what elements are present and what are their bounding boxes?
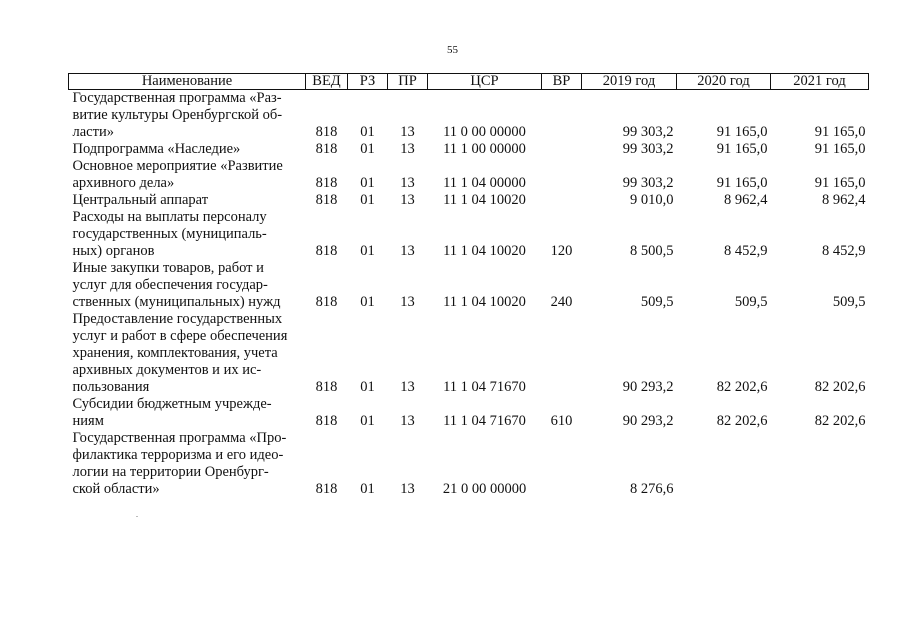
cell-csr: 11 1 04 71670 bbox=[443, 379, 526, 395]
cell-2020: 91 165,0 bbox=[716, 141, 768, 157]
cell-2020: 509,5 bbox=[734, 294, 768, 310]
cell-2019: 90 293,2 bbox=[622, 413, 674, 429]
cell-2020: 91 165,0 bbox=[716, 175, 768, 191]
table-row bbox=[69, 311, 869, 396]
header-vr: ВР bbox=[542, 74, 582, 90]
cell-pr: 13 bbox=[400, 481, 415, 497]
cell-name: Подпрограмма «Наследие» bbox=[72, 141, 241, 157]
cell-pr: 13 bbox=[400, 379, 415, 395]
cell-pr: 13 bbox=[400, 124, 415, 140]
header-pr: ПР bbox=[388, 74, 428, 90]
cell-csr: 11 0 00 00000 bbox=[443, 124, 526, 140]
cell-csr: 11 1 04 10020 bbox=[443, 192, 526, 208]
cell-name: Государственная программа «Раз- витие культуры Оренбургской об- ласти» bbox=[72, 90, 283, 140]
cell-rz: 01 bbox=[360, 192, 375, 208]
cell-2020: 82 202,6 bbox=[716, 379, 768, 395]
cell-name: Предоставление государственных услуг и работ в сфере обеспечения хранения, комплектования, учета архивных документов и их ис- пользования bbox=[72, 311, 288, 395]
cell-name: Государственная программа «Про- филактика терроризма и его идео- логии на территории Оренбург- ской области» bbox=[72, 430, 287, 497]
cell-csr: 11 1 04 10020 bbox=[443, 294, 526, 310]
cell-2019: 99 303,2 bbox=[622, 124, 674, 140]
cell-ved: 818 bbox=[315, 243, 338, 259]
table-row bbox=[69, 209, 869, 260]
cell-pr: 13 bbox=[400, 243, 415, 259]
cell-ved: 818 bbox=[315, 413, 338, 429]
cell-name: Расходы на выплаты персоналу государственных (муниципаль- ных) органов bbox=[72, 209, 267, 259]
cell-vr: 120 bbox=[550, 243, 573, 259]
cell-2021: 509,5 bbox=[832, 294, 866, 310]
table-row bbox=[69, 90, 869, 142]
cell-ved: 818 bbox=[315, 175, 338, 191]
cell-2021: 82 202,6 bbox=[814, 379, 866, 395]
cell-2020: 91 165,0 bbox=[716, 124, 768, 140]
cell-2020: 82 202,6 bbox=[716, 413, 768, 429]
cell-vr bbox=[542, 311, 582, 396]
cell-vr bbox=[542, 90, 582, 142]
cell-rz: 01 bbox=[360, 481, 375, 497]
cell-csr: 21 0 00 00000 bbox=[442, 481, 527, 497]
cell-2019: 509,5 bbox=[640, 294, 674, 310]
cell-pr: 13 bbox=[400, 413, 415, 429]
cell-2020: 8 452,9 bbox=[724, 243, 768, 259]
cell-vr bbox=[542, 192, 582, 209]
header-year-2020: 2020 год bbox=[677, 74, 771, 90]
header-rz: РЗ bbox=[348, 74, 388, 90]
cell-2021: 91 165,0 bbox=[814, 124, 866, 140]
cell-rz: 01 bbox=[360, 141, 375, 157]
cell-csr: 11 1 04 00000 bbox=[443, 175, 526, 191]
cell-vr bbox=[542, 158, 582, 192]
cell-2021: 8 962,4 bbox=[822, 192, 866, 208]
cell-2021: 8 452,9 bbox=[822, 243, 866, 259]
cell-2020: 8 962,4 bbox=[724, 192, 768, 208]
cell-2019: 9 010,0 bbox=[630, 192, 674, 208]
table-row bbox=[69, 260, 869, 311]
cell-2021 bbox=[771, 430, 869, 498]
cell-ved: 818 bbox=[315, 192, 338, 208]
cell-2019: 99 303,2 bbox=[622, 175, 674, 191]
cell-csr: 11 1 00 00000 bbox=[443, 141, 526, 157]
cell-2019: 8 276,6 bbox=[630, 481, 674, 497]
cell-2021: 91 165,0 bbox=[814, 141, 866, 157]
cell-2019: 8 500,5 bbox=[630, 243, 674, 259]
cell-vr: 240 bbox=[550, 294, 573, 310]
cell-2019: 99 303,2 bbox=[622, 141, 674, 157]
cell-2019: 90 293,2 bbox=[622, 379, 674, 395]
table-row bbox=[69, 158, 869, 192]
cell-ved: 818 bbox=[315, 481, 338, 497]
cell-vr: 610 bbox=[550, 413, 573, 429]
budget-table-container bbox=[68, 73, 868, 498]
cell-pr: 13 bbox=[400, 141, 415, 157]
table-row bbox=[69, 396, 869, 430]
cell-rz: 01 bbox=[360, 413, 375, 429]
cell-csr: 11 1 04 10020 bbox=[443, 243, 526, 259]
cell-rz: 01 bbox=[360, 243, 375, 259]
budget-table bbox=[68, 73, 869, 498]
cell-ved: 818 bbox=[315, 141, 338, 157]
cell-vr bbox=[542, 430, 582, 498]
cell-vr bbox=[542, 141, 582, 158]
cell-rz: 01 bbox=[360, 294, 375, 310]
table-row bbox=[69, 192, 869, 209]
cell-rz: 01 bbox=[360, 175, 375, 191]
header-year-2019: 2019 год bbox=[582, 74, 677, 90]
header-ved: ВЕД bbox=[306, 74, 348, 90]
header-name: Наименование bbox=[69, 74, 306, 90]
page-number: 55 bbox=[447, 44, 458, 56]
cell-2021: 82 202,6 bbox=[814, 413, 866, 429]
table-row bbox=[69, 141, 869, 158]
cell-name: Основное мероприятие «Развитие архивного дела» bbox=[72, 158, 283, 191]
cell-ved: 818 bbox=[315, 294, 338, 310]
cell-rz: 01 bbox=[360, 379, 375, 395]
cell-2021: 91 165,0 bbox=[814, 175, 866, 191]
table-row bbox=[69, 430, 869, 498]
cell-pr: 13 bbox=[400, 294, 415, 310]
table-body bbox=[69, 90, 869, 499]
cell-csr: 11 1 04 71670 bbox=[443, 413, 526, 429]
header-year-2021: 2021 год bbox=[771, 74, 869, 90]
cell-pr: 13 bbox=[400, 175, 415, 191]
cell-2020 bbox=[677, 430, 771, 498]
header-csr: ЦСР bbox=[428, 74, 542, 90]
table-header-row bbox=[69, 74, 869, 90]
cell-name: Иные закупки товаров, работ и услуг для обеспечения государ- ственных (муниципальных) нужд bbox=[72, 260, 281, 310]
cell-pr: 13 bbox=[400, 192, 415, 208]
cell-name: Центральный аппарат bbox=[72, 192, 209, 208]
cell-ved: 818 bbox=[315, 124, 338, 140]
scan-speck bbox=[136, 516, 138, 517]
cell-name: Субсидии бюджетным учрежде- ниям bbox=[72, 396, 272, 429]
cell-ved: 818 bbox=[315, 379, 338, 395]
cell-rz: 01 bbox=[360, 124, 375, 140]
